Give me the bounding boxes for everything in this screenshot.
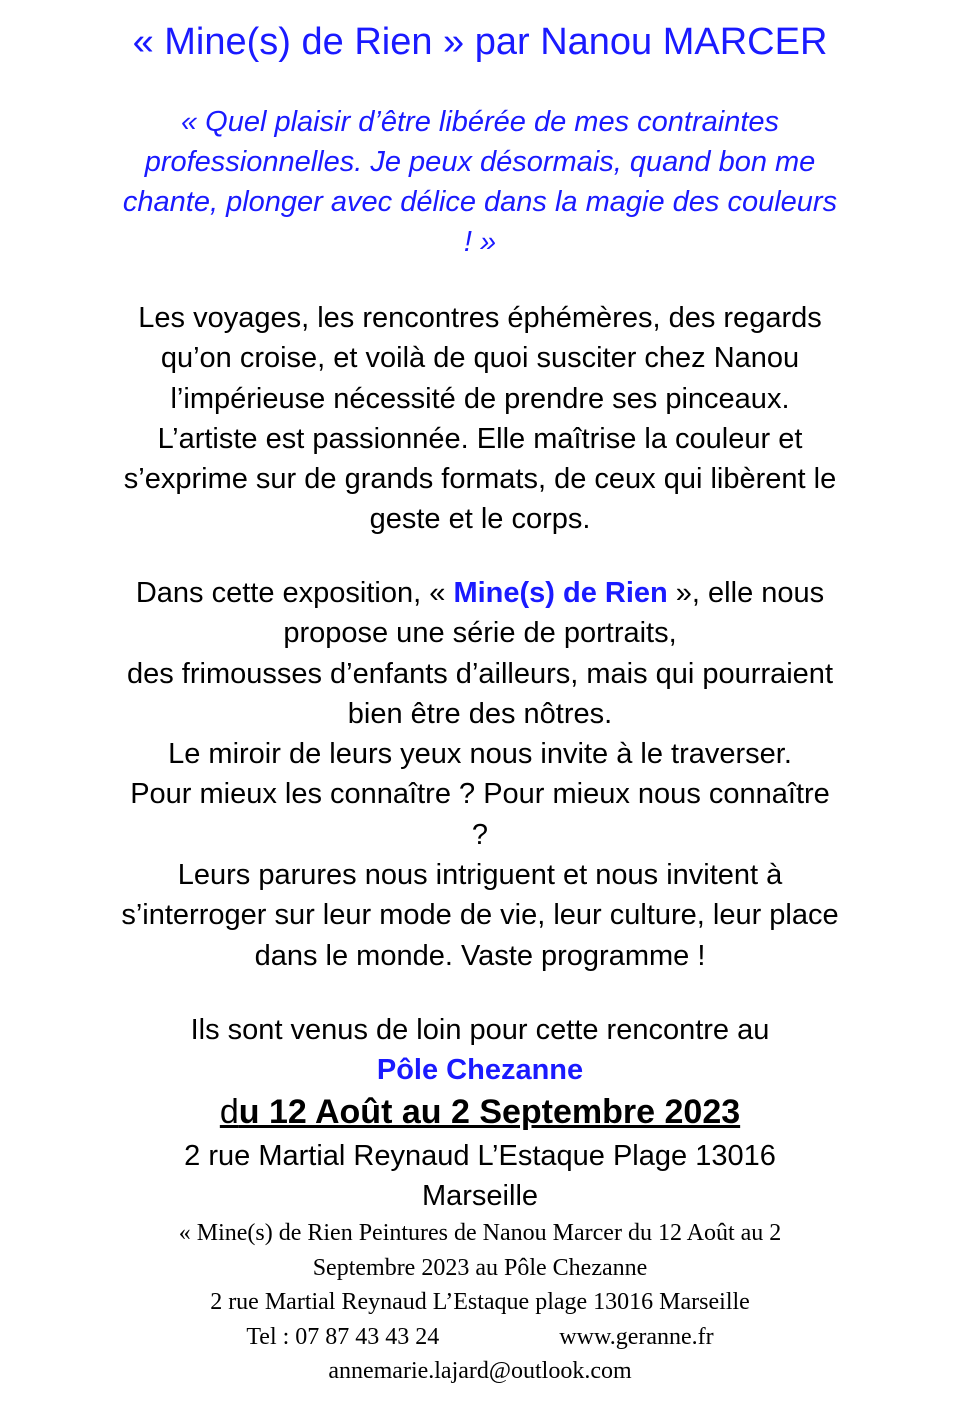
artist-description (0, 298, 960, 540)
exhibition-line: Le miroir de leurs yeux nous invite à le traverser. (168, 738, 792, 771)
exhibition-intro-end: », elle nous (667, 577, 825, 609)
footer-info (0, 1216, 960, 1389)
exhibition-line: Leurs parures nous intriguent et nous invitent à (177, 859, 783, 892)
exhibition-name: Mine(s) de Rien (453, 577, 668, 609)
contact-line (0, 1320, 960, 1355)
quote-line: chante, plonger avec délice dans la magie des couleurs (122, 186, 838, 218)
exhibition-line: dans le monde. Vaste programme ! (254, 939, 706, 972)
footer-line: 2 rue Martial Reynaud L’Estaque plage 13016 Marseille (210, 1289, 750, 1315)
description-line: L’artiste est passionnée. Elle maîtrise la couleur et (157, 422, 803, 455)
artist-quote (0, 102, 960, 262)
description-line: Les voyages, les rencontres éphémères, des regards (138, 302, 822, 334)
phone-number: Tel : 07 87 43 43 24 (246, 1323, 440, 1350)
venue-intro: Ils sont venus de loin pour cette rencontre au (190, 1014, 770, 1046)
quote-line: ! » (463, 226, 497, 258)
description-line: geste et le corps. (369, 503, 591, 536)
exhibition-line: Pour mieux les connaître ? Pour mieux nous connaître (130, 778, 830, 811)
exhibition-line: ? (471, 818, 489, 851)
quote-line: professionnelles. Je peux désormais, quand bon me (144, 146, 816, 178)
exhibition-line: des frimousses d’enfants d’ailleurs, mais qui pourraient (126, 657, 833, 690)
exhibition-line: bien être des nôtres. (347, 697, 613, 730)
footer-line: « Mine(s) de Rien Peintures de Nanou Marcer du 12 Août au 2 (178, 1220, 782, 1246)
dates-line (0, 1090, 960, 1134)
exhibition-intro: Dans cette exposition, « (135, 577, 454, 609)
exhibition-dates (0, 1090, 960, 1134)
address-line: Marseille (421, 1180, 539, 1212)
address-line: 2 rue Martial Reynaud L’Estaque Plage 13016 (184, 1140, 776, 1172)
footer-line: Septembre 2023 au Pôle Chezanne (312, 1254, 648, 1281)
title-text: « Mine(s) de Rien » par Nanou MARCER (132, 21, 828, 63)
exhibition-line: s’interroger sur leur mode de vie, leur culture, leur place (121, 899, 839, 932)
dates-lead: d (219, 1093, 239, 1131)
dates-rest: u 12 Août au 2 Septembre 2023 (238, 1093, 741, 1131)
exhibition-description (0, 573, 960, 976)
description-line: qu’on croise, et voilà de quoi susciter chez Nanou (160, 342, 800, 375)
email-address[interactable]: annemarie.lajard@outlook.com (328, 1358, 632, 1384)
flyer-title (0, 18, 960, 66)
venue-announcement (0, 1010, 960, 1091)
exhibition-line (0, 573, 960, 613)
venue-name: Pôle Chezanne (376, 1054, 584, 1087)
quote-line: « Quel plaisir d’être libérée de mes contraintes (180, 106, 780, 138)
exhibition-line: propose une série de portraits, (283, 617, 677, 650)
description-line: l’impérieuse nécessité de prendre ses pinceaux. (170, 382, 790, 415)
venue-address (0, 1136, 960, 1216)
website-link[interactable]: www.geranne.fr (559, 1323, 714, 1350)
description-line: s’exprime sur de grands formats, de ceux qui libèrent le (123, 463, 837, 496)
